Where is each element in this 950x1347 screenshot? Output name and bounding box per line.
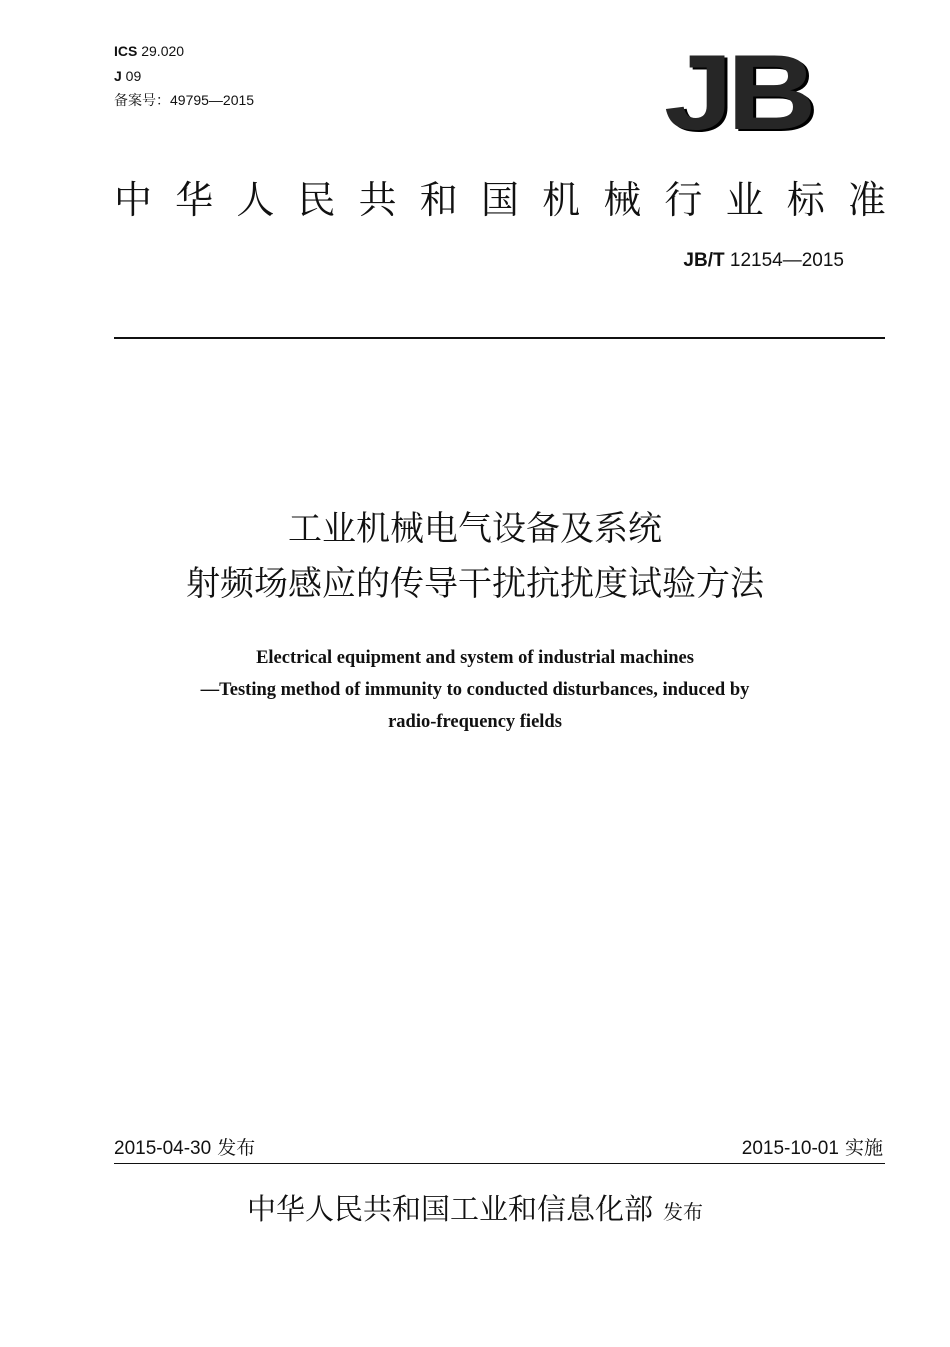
document-title-zh-line-2: 射频场感应的传导干扰抗扰度试验方法: [186, 564, 764, 604]
ics-label: ICS: [114, 43, 138, 59]
publish-date-value: 2015-04-30: [114, 1138, 212, 1159]
standard-title: [114, 176, 886, 224]
publisher-suffix: 发布: [663, 1200, 703, 1224]
publish-date-label: 发布: [211, 1137, 256, 1159]
standard-title-char: 机: [542, 178, 581, 222]
publisher: [0, 1189, 950, 1232]
standard-title-char: 国: [480, 178, 519, 222]
standard-title-char: 人: [236, 178, 275, 222]
footer-divider: [114, 1163, 885, 1164]
header-divider: [114, 337, 885, 339]
class-label: J: [114, 68, 122, 84]
standard-title-char: 准: [847, 178, 886, 222]
implement-date-value: 2015-10-01: [741, 1138, 839, 1159]
standard-title-char: 械: [603, 178, 642, 222]
document-title-en-line-2: —Testing method of immunity to conducted disturbances, induced by: [200, 680, 750, 700]
publish-date: [114, 1136, 255, 1161]
standard-title-char: 中: [114, 178, 153, 222]
standard-title-char: 业: [725, 178, 764, 222]
document-title-en-line-1: Electrical equipment and system of industrial machines: [256, 648, 694, 668]
standard-title-char: 标: [786, 178, 825, 222]
standard-code: [683, 250, 844, 272]
standard-title-char: 民: [297, 178, 336, 222]
filing-number: 备案号：49795—2015: [114, 92, 255, 108]
ics-code: [114, 44, 184, 58]
ics-value: 29.020: [137, 43, 185, 59]
publisher-name: 中华人民共和国工业和信息化部: [246, 1192, 653, 1226]
standard-title-char: 行: [664, 178, 703, 222]
implement-date: [742, 1136, 883, 1161]
class-value: 09: [121, 68, 142, 84]
document-title-en-line-3: radio-frequency fields: [388, 712, 562, 732]
standard-code-prefix: JB/T: [683, 250, 725, 271]
document-title-zh-line-1: 工业机械电气设备及系统: [288, 509, 662, 549]
standard-title-char: 华: [175, 178, 214, 222]
standard-code-number: 12154—2015: [724, 250, 844, 271]
jb-logo: JB: [664, 33, 811, 153]
standard-title-char: 共: [358, 178, 397, 222]
classification-code: [114, 69, 141, 83]
standard-title-char: 和: [419, 178, 458, 222]
implement-date-label: 实施: [838, 1137, 883, 1159]
